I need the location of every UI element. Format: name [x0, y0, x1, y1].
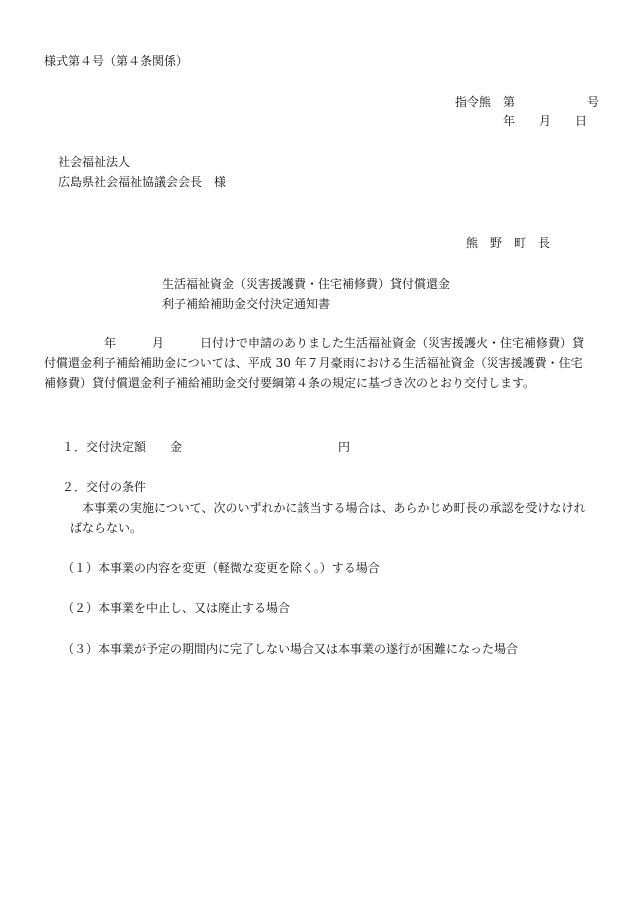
addressee-line-2: 広島県社会福祉協議会会長 様	[58, 175, 227, 189]
body-text: 年 月 日付けで申請のありました生活福祉資金（災害援護火・住宅補修費）貸付償還金利子補給補助金については、平成 30 年７月豪雨における生活福祉資金（災害援護費・住宅補修費）貸付償還金利子補給補助金交付要綱第４条の規定に基づき次のとおり交付します。	[44, 336, 585, 390]
document-date: 年 月 日	[503, 114, 588, 128]
condition-1: （１）本事業の内容を変更（軽微な変更を除く。）する場合	[62, 561, 380, 575]
form-id: 様式第４号（第４条関係）	[44, 54, 189, 68]
condition-3: （３）本事業が予定の期間内に完了しない場合又は本事業の遂行が困難になった場合	[62, 642, 519, 656]
section-2-heading: ２．交付の条件	[62, 480, 147, 494]
condition-2: （２）本事業を中止し、又は廃止する場合	[62, 601, 291, 615]
issuer: 熊 野 町 長	[466, 236, 551, 250]
title-line-2: 利子補給補助金交付決定通知書	[162, 297, 331, 311]
section-1-grant-amount: １．交付決定額 金 円	[62, 440, 351, 454]
section-2-text: 本事業の実施について、次のいずれかに該当する場合は、あらかじめ町長の承認を受けなければならない。	[70, 501, 586, 535]
title-line-1: 生活福祉資金（災害援護費・住宅補修費）貸付償還金	[162, 277, 451, 291]
document-number: 指令熊 第 号	[455, 95, 600, 109]
addressee-line-1: 社会福祉法人	[58, 155, 131, 169]
